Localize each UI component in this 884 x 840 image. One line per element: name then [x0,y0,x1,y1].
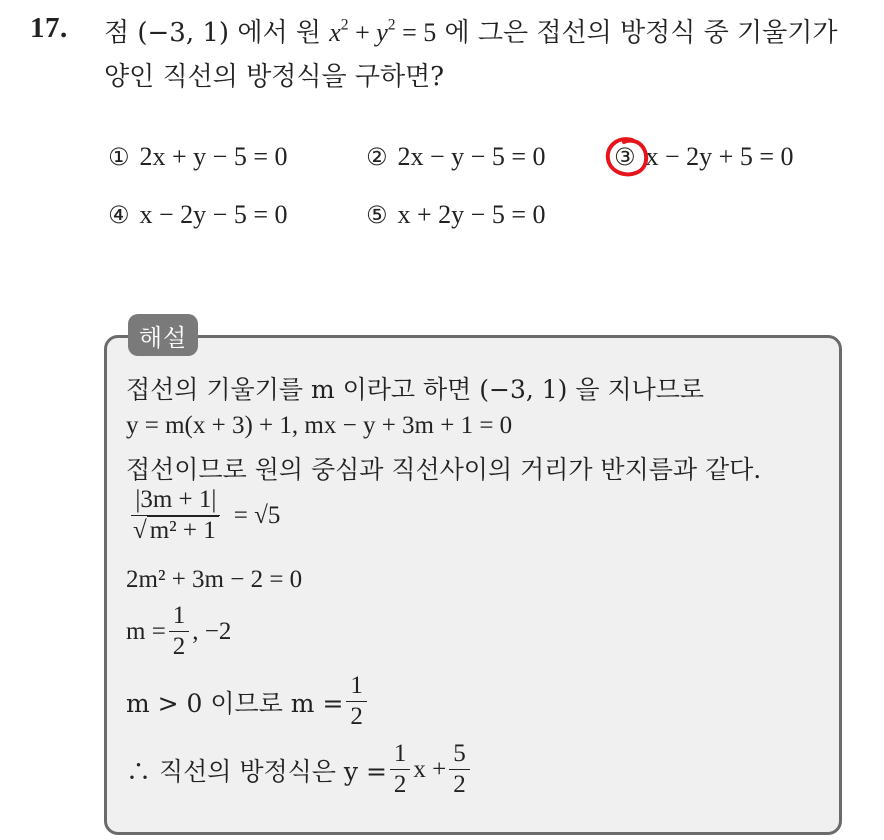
choice-5-expr: x + 2y − 5 = 0 [397,200,546,229]
conclusion-mid: x + [413,755,447,783]
eq-y-exp: 2 [387,16,396,34]
distance-numerator: |3m + 1| [131,486,220,516]
question-text-a: 점 (−3, 1) 에서 원 [104,18,330,48]
choice-5[interactable] [366,200,546,230]
solution-line-4 [126,486,280,546]
m-fraction [346,672,367,732]
half-fraction [169,602,190,662]
choice-2[interactable] [366,142,546,172]
half-numerator: 1 [169,602,190,632]
question-number: 17. [30,12,68,44]
eq-x-exp: 2 [340,16,349,34]
choice-4[interactable] [108,200,288,230]
eq-plus: + [348,18,377,47]
choice-1-number: ① [108,143,130,171]
slope-denominator: 2 [393,770,407,798]
eq-y: y [376,18,388,47]
choice-3-number: ③ [614,143,636,171]
question-text-line2: 양인 직선의 방정식을 구하면? [104,62,445,92]
choice-1[interactable] [108,142,288,172]
solution-line-2: y = m(x + 3) + 1, mx − y + 3m + 1 = 0 [126,412,513,439]
slope-fraction [390,740,411,800]
question-text-b: 에 그은 접선의 방정식 중 기울기가 [436,18,838,48]
eq-x: x [329,18,341,47]
m-positive-text: m > 0 이므로 m = [126,688,344,718]
conclusion-text: ∴ 직선의 방정식은 y = [126,756,387,786]
eq-rhs: = 5 [395,18,437,47]
m-fraction-denominator: 2 [350,702,363,730]
choice-5-number: ⑤ [366,201,388,229]
solution-line-6 [126,602,231,662]
choice-2-expr: 2x − y − 5 = 0 [397,142,546,171]
m-equals: m = [126,617,166,645]
question-text-line1 [104,12,837,49]
solution-line-7 [126,672,370,732]
slope-numerator: 1 [390,740,411,770]
m-values-rest: , −2 [192,617,232,645]
solution-line-3: 접선이므로 원의 중심과 직선사이의 거리가 반지름과 같다. [126,455,762,484]
distance-rhs: = √5 [233,501,281,529]
distance-denominator: √ m² + 1 [129,516,223,546]
choice-4-expr: x − 2y − 5 = 0 [139,200,288,229]
solution-line-8 [126,740,473,800]
choice-3-expr: x − 2y + 5 = 0 [645,142,794,171]
distance-denominator-radicand: m² + 1 [147,516,219,544]
choice-1-expr: 2x + y − 5 = 0 [139,142,288,171]
intercept-numerator: 5 [449,740,470,770]
intercept-fraction [449,740,470,800]
choice-4-number: ④ [108,201,130,229]
solution-tab-label: 해설 [128,314,198,356]
half-denominator: 2 [172,632,186,660]
choice-3[interactable] [614,142,794,172]
m-fraction-numerator: 1 [346,672,367,702]
distance-fraction [129,486,223,546]
choice-2-number: ② [366,143,388,171]
solution-line-1: 접선의 기울기를 m 이라고 하면 (−3, 1) 을 지나므로 [126,375,705,404]
solution-line-5: 2m² + 3m − 2 = 0 [126,566,303,593]
intercept-denominator: 2 [453,770,466,798]
